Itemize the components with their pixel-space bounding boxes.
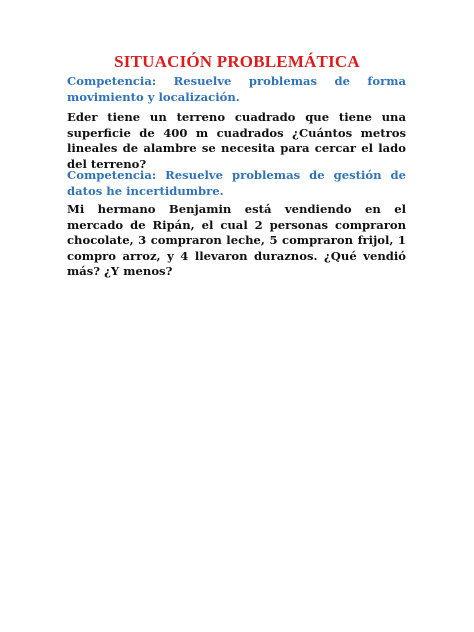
competencia-text-1: Competencia: Resuelve problemas de forma movimiento y localización. xyxy=(67,74,406,104)
problem-text-2: Mi hermano Benjamin está vendiendo en el mercado de Ripán, el cual 2 personas compraron chocolate, 3 compraron leche, 5 compraron frijol, 1 compro arroz, y 4 llevaron duraznos. ¿Qué vendió más? ¿Y menos? xyxy=(67,202,406,279)
competencia-text-2: Competencia: Resuelve problemas de gestión de datos he incertidumbre. xyxy=(67,168,406,198)
page-title: SITUACIÓN PROBLEMÁTICA xyxy=(114,52,360,71)
problem-text-1: Eder tiene un terreno cuadrado que tiene una superficie de 400 m cuadrados ¿Cuántos metros lineales de alambre se necesita para cercar el lado del terreno? xyxy=(67,110,406,171)
